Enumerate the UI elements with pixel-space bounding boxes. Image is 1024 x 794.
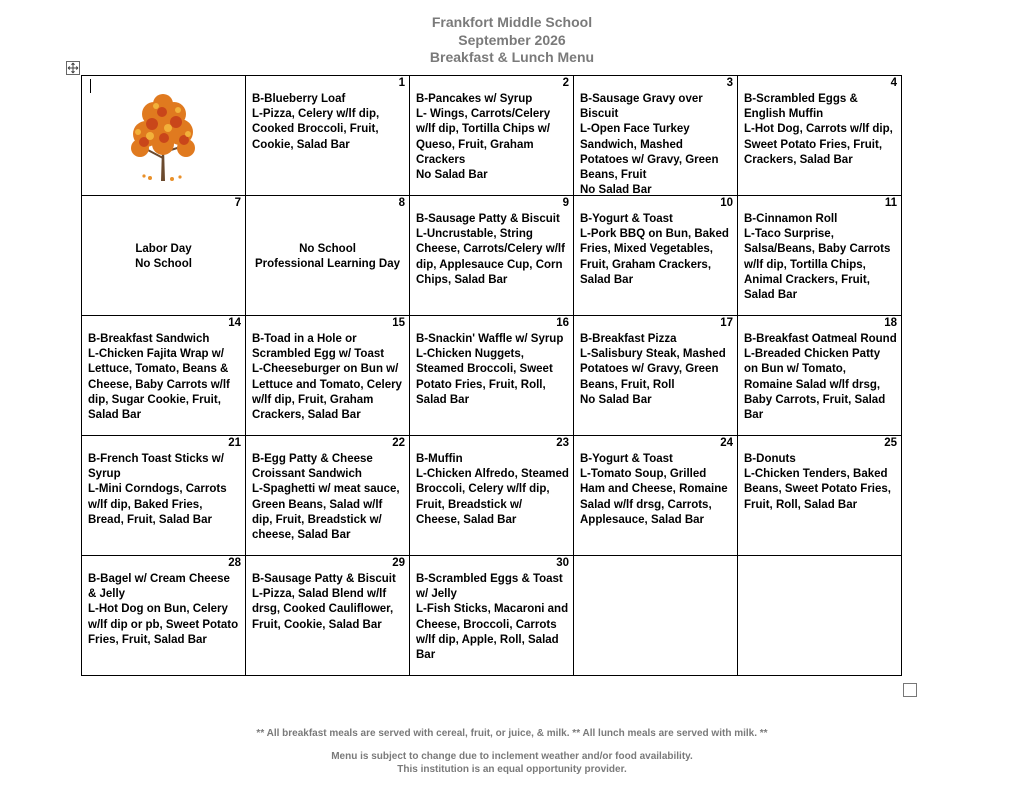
calendar-day-cell[interactable] [410,196,574,316]
calendar-day-cell[interactable] [410,76,574,196]
meal-text: B-Snackin' Waffle w/ Syrup L-Chicken Nuggets, Steamed Broccoli, Sweet Potato Fries, Fruit, Roll, Salad Bar [416,333,564,406]
calendar-cell-image[interactable] [82,76,246,196]
menu-month: September 2026 [458,31,566,48]
calendar-day-cell[interactable] [82,436,246,556]
menu-header [0,14,1024,67]
week-row [82,556,902,676]
day-number: 8 [398,197,405,209]
day-number: 30 [556,557,569,569]
meal-text: B-Yogurt & Toast L-Pork BBQ on Bun, Baked Fries, Mixed Vegetables, Fruit, Graham Crackers, Salad Bar [580,213,729,286]
calendar-empty-cell[interactable] [738,556,902,676]
milk-note: ** All breakfast meals are served with cereal, fruit, or juice, & milk. ** All lunch meals are served with milk. ** [256,728,768,739]
calendar-day-cell[interactable] [574,436,738,556]
table-move-handle-icon[interactable] [66,61,80,75]
calendar-day-cell[interactable] [738,316,902,436]
holiday-label: Labor Day No School [135,243,192,271]
meal-text: B-Egg Patty & Cheese Croissant Sandwich L-Spaghetti w/ meat sauce, Green Beans, Salad w/lf dip, Fruit, Breadstick w/ cheese, Salad Bar [252,453,400,542]
calendar-day-cell[interactable] [82,556,246,676]
meal-text: B-Donuts L-Chicken Tenders, Baked Beans, Sweet Potato Fries, Fruit, Roll, Salad Bar [744,453,891,511]
meal-text: B-Muffin L-Chicken Alfredo, Steamed Broccoli, Celery w/lf dip, Fruit, Breadstick w/ Cheese, Salad Bar [416,453,569,526]
day-number: 23 [556,437,569,449]
day-number: 21 [228,437,241,449]
meal-text: B-Pancakes w/ Syrup L- Wings, Carrots/Celery w/lf dip, Tortilla Chips w/ Queso, Fruit, Graham Crackers No Salad Bar [416,93,551,182]
meal-text: B-Scrambled Eggs & English Muffin L-Hot Dog, Carrots w/lf dip, Sweet Potato Fries, Fruit, Crackers, Salad Bar [744,93,893,166]
meal-text: B-Sausage Gravy over Biscuit L-Open Face Turkey Sandwich, Mashed Potatoes w/ Gravy, Green Beans, Fruit No Salad Bar [580,93,719,197]
day-number: 17 [720,317,733,329]
meal-text: B-Sausage Patty & Biscuit L-Pizza, Salad Blend w/lf drsg, Cooked Cauliflower, Fruit, Cookie, Salad Bar [252,573,396,631]
day-number: 29 [392,557,405,569]
menu-title: Breakfast & Lunch Menu [429,49,595,65]
calendar-day-cell[interactable] [410,316,574,436]
day-number: 15 [392,317,405,329]
day-number: 28 [228,557,241,569]
calendar-empty-cell[interactable] [574,556,738,676]
school-name: Frankfort Middle School [431,14,593,30]
meal-text: B-Cinnamon Roll L-Taco Surprise, Salsa/Beans, Baby Carrots w/lf dip, Tortilla Chips, Animal Crackers, Fruit, Salad Bar [744,213,891,302]
meal-text: B-Breakfast Sandwich L-Chicken Fajita Wrap w/ Lettuce, Tomato, Beans & Cheese, Baby Carrots w/lf dip, Sugar Cookie, Fruit, Salad Bar [88,333,230,422]
calendar-day-cell[interactable] [410,556,574,676]
day-number: 10 [720,197,733,209]
meal-text: B-French Toast Sticks w/ Syrup L-Mini Corndogs, Carrots w/lf dip, Baked Fries, Bread, Fruit, Salad Bar [88,453,227,526]
calendar-day-cell[interactable] [738,196,902,316]
day-number: 14 [228,317,241,329]
calendar-day-cell[interactable] [246,556,410,676]
calendar-day-cell[interactable] [246,436,410,556]
day-number: 3 [726,77,733,89]
calendar-day-cell[interactable] [246,196,410,316]
day-number: 22 [392,437,405,449]
day-number: 18 [884,317,897,329]
day-number: 16 [556,317,569,329]
day-number: 2 [562,77,569,89]
meal-text: B-Breakfast Oatmeal Round L-Breaded Chicken Patty on Bun w/ Tomato, Romaine Salad w/lf drsg, Baby Carrots, Fruit, Salad Bar [744,333,897,422]
calendar-day-cell[interactable] [738,76,902,196]
calendar-day-cell[interactable] [82,316,246,436]
calendar-day-cell[interactable] [246,76,410,196]
holiday-label: No School Professional Learning Day [254,243,401,271]
day-number: 4 [890,77,897,89]
calendar-day-cell[interactable] [574,196,738,316]
week-row [82,196,902,316]
calendar-day-cell[interactable] [410,436,574,556]
meal-text: B-Toad in a Hole or Scrambled Egg w/ Toast L-Cheeseburger on Bun w/ Lettuce and Tomato, Celery w/lf dip, Fruit, Graham Crackers, Salad Bar [252,333,402,422]
day-number: 7 [234,197,241,209]
text-cursor [90,79,91,93]
calendar-day-cell[interactable] [574,76,738,196]
menu-calendar-table [81,75,902,676]
calendar-day-cell[interactable] [82,196,246,316]
calendar-day-cell[interactable] [574,316,738,436]
week-row [82,316,902,436]
day-number: 11 [884,197,897,209]
meal-text: B-Yogurt & Toast L-Tomato Soup, Grilled Ham and Cheese, Romaine Salad w/lf drsg, Carrots, Applesauce, Salad Bar [580,453,728,526]
meal-text: B-Bagel w/ Cream Cheese & Jelly L-Hot Dog on Bun, Celery w/lf dip or pb, Sweet Potato Fries, Fruit, Salad Bar [88,573,239,646]
menu-change-disclaimer: Menu is subject to change due to inclement weather and/or food availability. [331,751,693,762]
equal-opportunity-statement: This institution is an equal opportunity provider. [397,764,627,775]
autumn-tree-icon [120,88,206,184]
week-row [82,436,902,556]
day-number: 1 [398,77,405,89]
meal-text: B-Sausage Patty & Biscuit L-Uncrustable, String Cheese, Carrots/Celery w/lf dip, Applesauce Cup, Corn Chips, Salad Bar [416,213,565,286]
day-number: 24 [720,437,733,449]
week-row [82,76,902,196]
table-resize-handle-icon[interactable] [903,683,917,697]
day-number: 9 [562,197,569,209]
meal-text: B-Scrambled Eggs & Toast w/ Jelly L-Fish Sticks, Macaroni and Cheese, Broccoli, Carrots w/lf dip, Apple, Roll, Salad Bar [416,573,569,662]
calendar-day-cell[interactable] [246,316,410,436]
meal-text: B-Breakfast Pizza L-Salisbury Steak, Mashed Potatoes w/ Gravy, Green Beans, Fruit, Roll No Salad Bar [580,333,726,406]
day-number: 25 [884,437,897,449]
calendar-day-cell[interactable] [738,436,902,556]
meal-text: B-Blueberry Loaf L-Pizza, Celery w/lf dip, Cooked Broccoli, Fruit, Cookie, Salad Bar [252,93,380,151]
